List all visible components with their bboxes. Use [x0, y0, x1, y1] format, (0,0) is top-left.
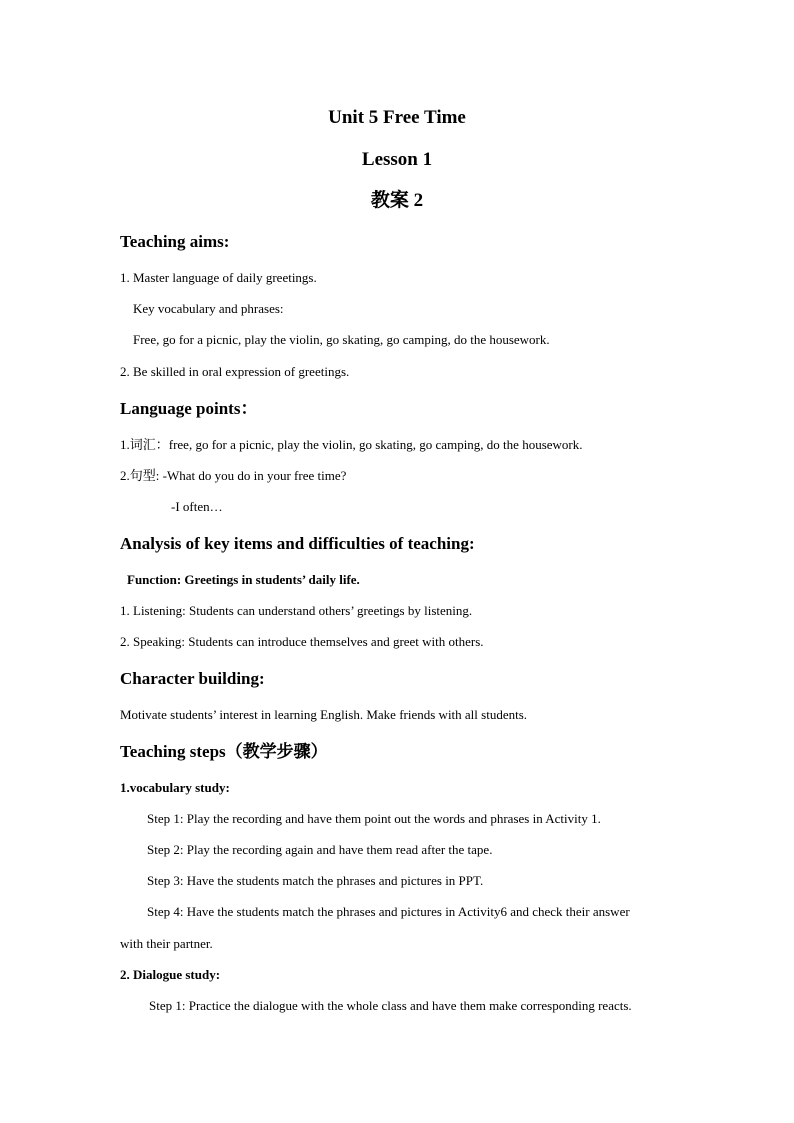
vocab-point: 1.词汇：free, go for a picnic, play the violin, go skating, go camping, do the housework. — [120, 437, 583, 452]
plan-title: 教案 2 — [370, 190, 424, 211]
lesson-title: Lesson 1 — [361, 149, 433, 170]
aim-item-2: 2. Be skilled in oral expression of greetings. — [120, 364, 350, 379]
character-text: Motivate students’ interest in learning English. Make friends with all students. — [120, 707, 528, 722]
pattern-answer: -I often… — [171, 499, 223, 514]
aim-item-1: 1. Master language of daily greetings. — [120, 270, 317, 285]
analysis-heading: Analysis of key items and difficulties of teaching: — [120, 534, 475, 553]
dialogue-study-heading: 2. Dialogue study: — [120, 967, 221, 982]
vocabulary-study-heading: 1.vocabulary study: — [120, 780, 230, 795]
vocab-step-2: Step 2: Play the recording again and have them read after the tape. — [147, 842, 493, 857]
dialogue-step-1: Step 1: Practice the dialogue with the whole class and have them make corresponding reacts. — [149, 998, 632, 1013]
listening-line: 1. Listening: Students can understand others’ greetings by listening. — [120, 603, 473, 618]
function-line: Function: Greetings in students’ daily life. — [127, 572, 360, 587]
vocab-step-4: Step 4: Have the students match the phrases and pictures in Activity6 and check their answer — [147, 904, 630, 919]
key-vocab-label: Key vocabulary and phrases: — [133, 301, 284, 316]
key-vocab-list: Free, go for a picnic, play the violin, go skating, go camping, do the housework. — [133, 332, 550, 347]
teaching-steps-heading: Teaching steps（教学步骤） — [120, 742, 328, 761]
speaking-line: 2. Speaking: Students can introduce themselves and greet with others. — [120, 634, 484, 649]
vocab-step-1: Step 1: Play the recording and have them point out the words and phrases in Activity 1. — [147, 811, 601, 826]
character-heading: Character building: — [120, 669, 265, 688]
teaching-aims-heading: Teaching aims: — [120, 232, 230, 251]
pattern-point: 2.句型: -What do you do in your free time? — [120, 468, 347, 483]
language-points-heading: Language points： — [120, 399, 258, 418]
unit-title: Unit 5 Free Time — [328, 107, 466, 128]
vocab-step-4-continued: with their partner. — [120, 936, 213, 951]
vocab-step-3: Step 3: Have the students match the phrases and pictures in PPT. — [147, 873, 484, 888]
